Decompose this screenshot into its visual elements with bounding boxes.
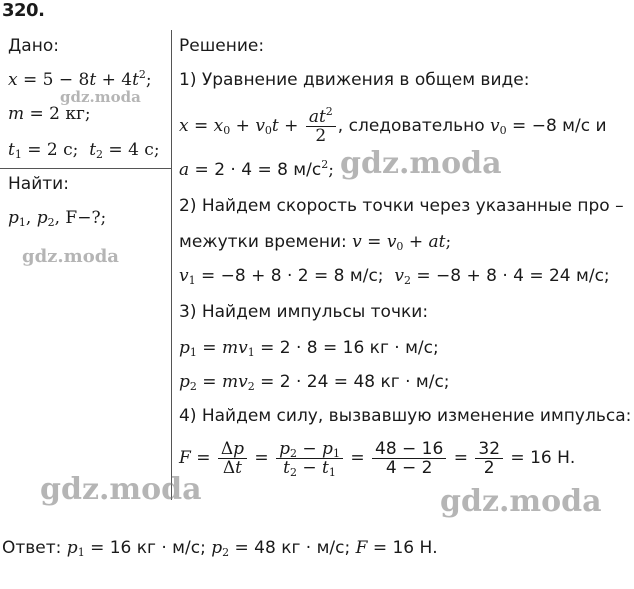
force-result: = 16 Н. [505,448,576,468]
find-label: Найти: [8,174,69,194]
v2-expression: = −8 + 8 · 4 = 24 м/с; [410,266,610,286]
step1-heading: 1) Уравнение движения в общем виде: [179,70,530,90]
dp-dt-fraction: $\frac{\Delta p}{\Delta t}$ [218,440,247,477]
find-items: $p_1$, $p_2$, F−?; [8,208,107,229]
numeric-denominator: 4 − 2 [385,458,433,478]
acceleration-line: a = 2 · 4 = 8 $м/с^2$; [179,158,334,180]
given-equation: $x = 5 - 8t + 4t^2$; [8,68,152,90]
given-find-divider [0,168,171,169]
step4-heading: 4) Найдем силу, вызвавшую изменение импульса: [179,406,632,426]
watermark: gdz.moda [22,246,119,267]
simplified-fraction [475,440,503,477]
p1-expression: = 2 · 8 = 16 кг · м/с; [254,338,439,358]
watermark: gdz.moda [440,484,602,519]
p2-expression: = 2 · 24 = 48 кг · м/с; [254,372,450,392]
column-divider [171,30,172,500]
simplified-numerator: 32 [475,440,503,459]
numeric-numerator: 48 − 16 [372,440,446,459]
solution-label: Решение: [179,36,265,56]
step2-text: межутки времени: [179,232,353,252]
given-times: $t_1 = 2$ с; $t_2 = 4$ с; [8,140,160,161]
mass-value: = 2 кг; [24,104,91,124]
watermark: gdz.moda [60,88,141,106]
given-mass: m = 2 кг; [8,104,91,124]
at2-fraction: $\frac{at^2}{2}$ [306,108,336,145]
answer-f: = 16 Н. [367,538,438,558]
t1-value: = 2 с; [21,140,79,160]
v1-expression: = −8 + 8 · 2 = 8 м/с; [195,266,384,286]
numeric-fraction [372,440,446,477]
watermark: gdz.moda [40,472,202,507]
simplified-denominator: 2 [483,458,495,478]
answer-p1: = 16 кг · м/с; [84,538,212,558]
answer-line: Ответ: $p_1 = 16$ кг · м/с; $p_2 = 48$ кг · м/с; F = 16 Н. [2,538,438,559]
problem-number: 320. [2,0,45,21]
watermark: gdz.moda [340,146,502,181]
v0-value: = −8 м/с и [506,116,607,136]
step2-heading-1: 2) Найдем скорость точки через указанные про – [179,196,624,216]
acceleration-value: = 2 · 4 = 8 м/с [189,160,322,180]
given-label: Дано: [8,36,59,56]
momentum-p2: $p_2 = mv_2 = 2 \cdot 24 = 48$ кг · м/с; [179,372,450,393]
force-equation: F = $\frac{\Delta p}{\Delta t}$ = $\frac{p_2 - p_1}{t_2 - t_1}$ = $\frac{48 - 16}{4 - 2}$ = $\frac{32}{2}$ = 16 Н. [179,439,576,479]
step2-heading-2: межутки времени: $v = v_0$ + at; [179,232,452,253]
velocity-results: $v_1 = -8 + 8 \cdot 2 = 8$ м/с; $v_2 = -8 + 8 \cdot 4 = 24$ м/с; [179,266,610,287]
motion-equation: $x = x_0 + v_0t$ + $\frac{at^2}{2}$ , следовательно $v_0 = -8$ м/с и [179,105,607,146]
t2-value: = 4 с; [103,140,160,160]
p-diff-fraction: $\frac{p_2 - p_1}{t_2 - t_1}$ [276,440,343,477]
momentum-p1: $p_1 = mv_1 = 2 \cdot 8 = 16$ кг · м/с; [179,338,439,359]
find-tail: , F−?; [54,208,107,228]
so-word: , следовательно [337,116,491,136]
step3-heading: 3) Найдем импульсы точки: [179,302,429,322]
answer-p2: = 48 кг · м/с; [229,538,356,558]
answer-label: Ответ: [2,538,67,558]
